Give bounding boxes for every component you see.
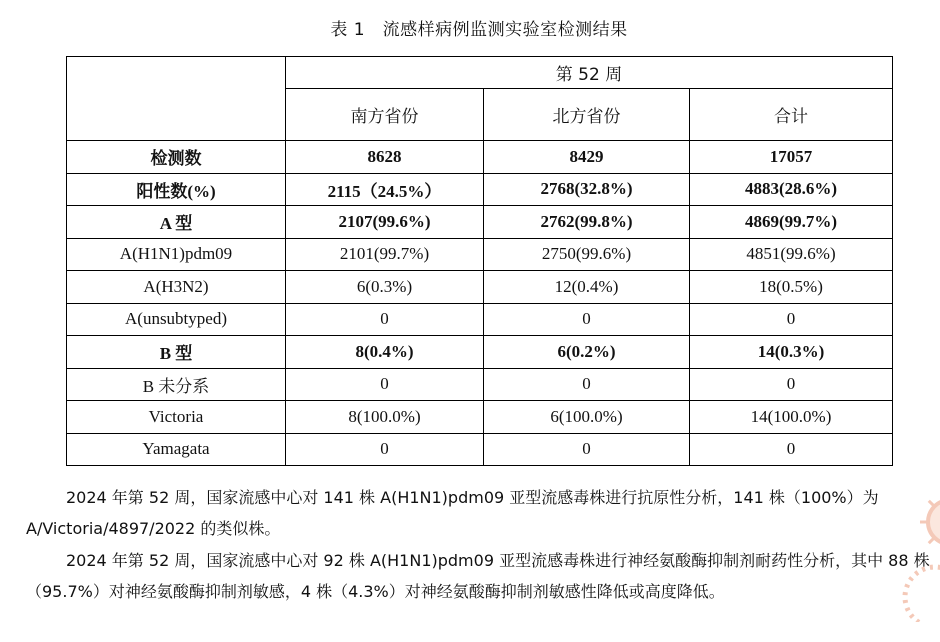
row-label-cell: Yamagata xyxy=(67,433,286,466)
data-cell: 8429 xyxy=(484,141,690,174)
table-row xyxy=(67,368,893,401)
surveillance-table xyxy=(66,56,893,466)
data-cell: 4883(28.6%) xyxy=(690,173,893,206)
data-cell: 8(0.4%) xyxy=(286,336,484,369)
row-label-cell: A(H3N2) xyxy=(67,271,286,304)
data-cell: 4869(99.7%) xyxy=(690,206,893,239)
table-row xyxy=(67,173,893,206)
data-cell: 2768(32.8%) xyxy=(484,173,690,206)
table-caption: 表 1 流感样病例监测实验室检测结果 xyxy=(330,20,628,40)
data-cell: 2107(99.6%) xyxy=(286,206,484,239)
data-cell: 0 xyxy=(690,433,893,466)
row-label-cell: 检测数 xyxy=(67,141,286,174)
data-cell: 2115（24.5%） xyxy=(286,173,484,206)
data-cell: 0 xyxy=(484,303,690,336)
table-row xyxy=(67,141,893,174)
row-label-cell: Victoria xyxy=(67,401,286,434)
data-cell: 8(100.0%) xyxy=(286,401,484,434)
paragraph-antigenic-analysis: 2024 年第 52 周，国家流感中心对 141 株 A(H1N1)pdm09 亚型流感毒株进行抗原性分析，141 株（100%）为 A/Victoria/4897/2022 的类似株。 xyxy=(26,488,879,538)
data-cell: 14(0.3%) xyxy=(690,336,893,369)
data-cell: 8628 xyxy=(286,141,484,174)
data-cell: 0 xyxy=(690,368,893,401)
table-row xyxy=(67,401,893,434)
data-cell: 6(0.2%) xyxy=(484,336,690,369)
row-label-cell: A(unsubtyped) xyxy=(67,303,286,336)
data-cell: 0 xyxy=(286,433,484,466)
data-cell: 0 xyxy=(286,303,484,336)
data-cell: 18(0.5%) xyxy=(690,271,893,304)
row-label-cell: B 型 xyxy=(67,336,286,369)
data-cell: 0 xyxy=(286,368,484,401)
data-cell: 2101(99.7%) xyxy=(286,238,484,271)
table-row xyxy=(67,238,893,271)
data-cell: 6(0.3%) xyxy=(286,271,484,304)
data-cell: 2762(99.8%) xyxy=(484,206,690,239)
week-header-cell: 第 52 周 xyxy=(286,57,893,89)
row-label-cell: 阳性数(%) xyxy=(67,173,286,206)
table-row xyxy=(67,206,893,239)
data-cell: 4851(99.6%) xyxy=(690,238,893,271)
region-header-south: 南方省份 xyxy=(286,89,484,141)
data-cell: 0 xyxy=(484,433,690,466)
data-cell: 0 xyxy=(690,303,893,336)
table-row xyxy=(67,336,893,369)
header-row-week xyxy=(67,57,893,89)
table-row xyxy=(67,303,893,336)
data-cell: 2750(99.6%) xyxy=(484,238,690,271)
header-corner-cell xyxy=(67,57,286,141)
data-cell: 14(100.0%) xyxy=(690,401,893,434)
table-row xyxy=(67,433,893,466)
table-row xyxy=(67,271,893,304)
data-cell: 6(100.0%) xyxy=(484,401,690,434)
row-label-cell: B 未分系 xyxy=(67,368,286,401)
row-label-cell: A(H1N1)pdm09 xyxy=(67,238,286,271)
data-cell: 12(0.4%) xyxy=(484,271,690,304)
region-header-total: 合计 xyxy=(690,89,893,141)
data-cell: 17057 xyxy=(690,141,893,174)
region-header-north: 北方省份 xyxy=(484,89,690,141)
data-cell: 0 xyxy=(484,368,690,401)
paragraph-resistance-analysis: 2024 年第 52 周，国家流感中心对 92 株 A(H1N1)pdm09 亚型流感毒株进行神经氨酸酶抑制剂耐药性分析，其中 88 株（95.7%）对神经氨酸酶抑制剂敏感，4 株（4.3%）对神经氨酸酶抑制剂敏感性降低或高度降低。 xyxy=(26,551,930,601)
row-label-cell: A 型 xyxy=(67,206,286,239)
